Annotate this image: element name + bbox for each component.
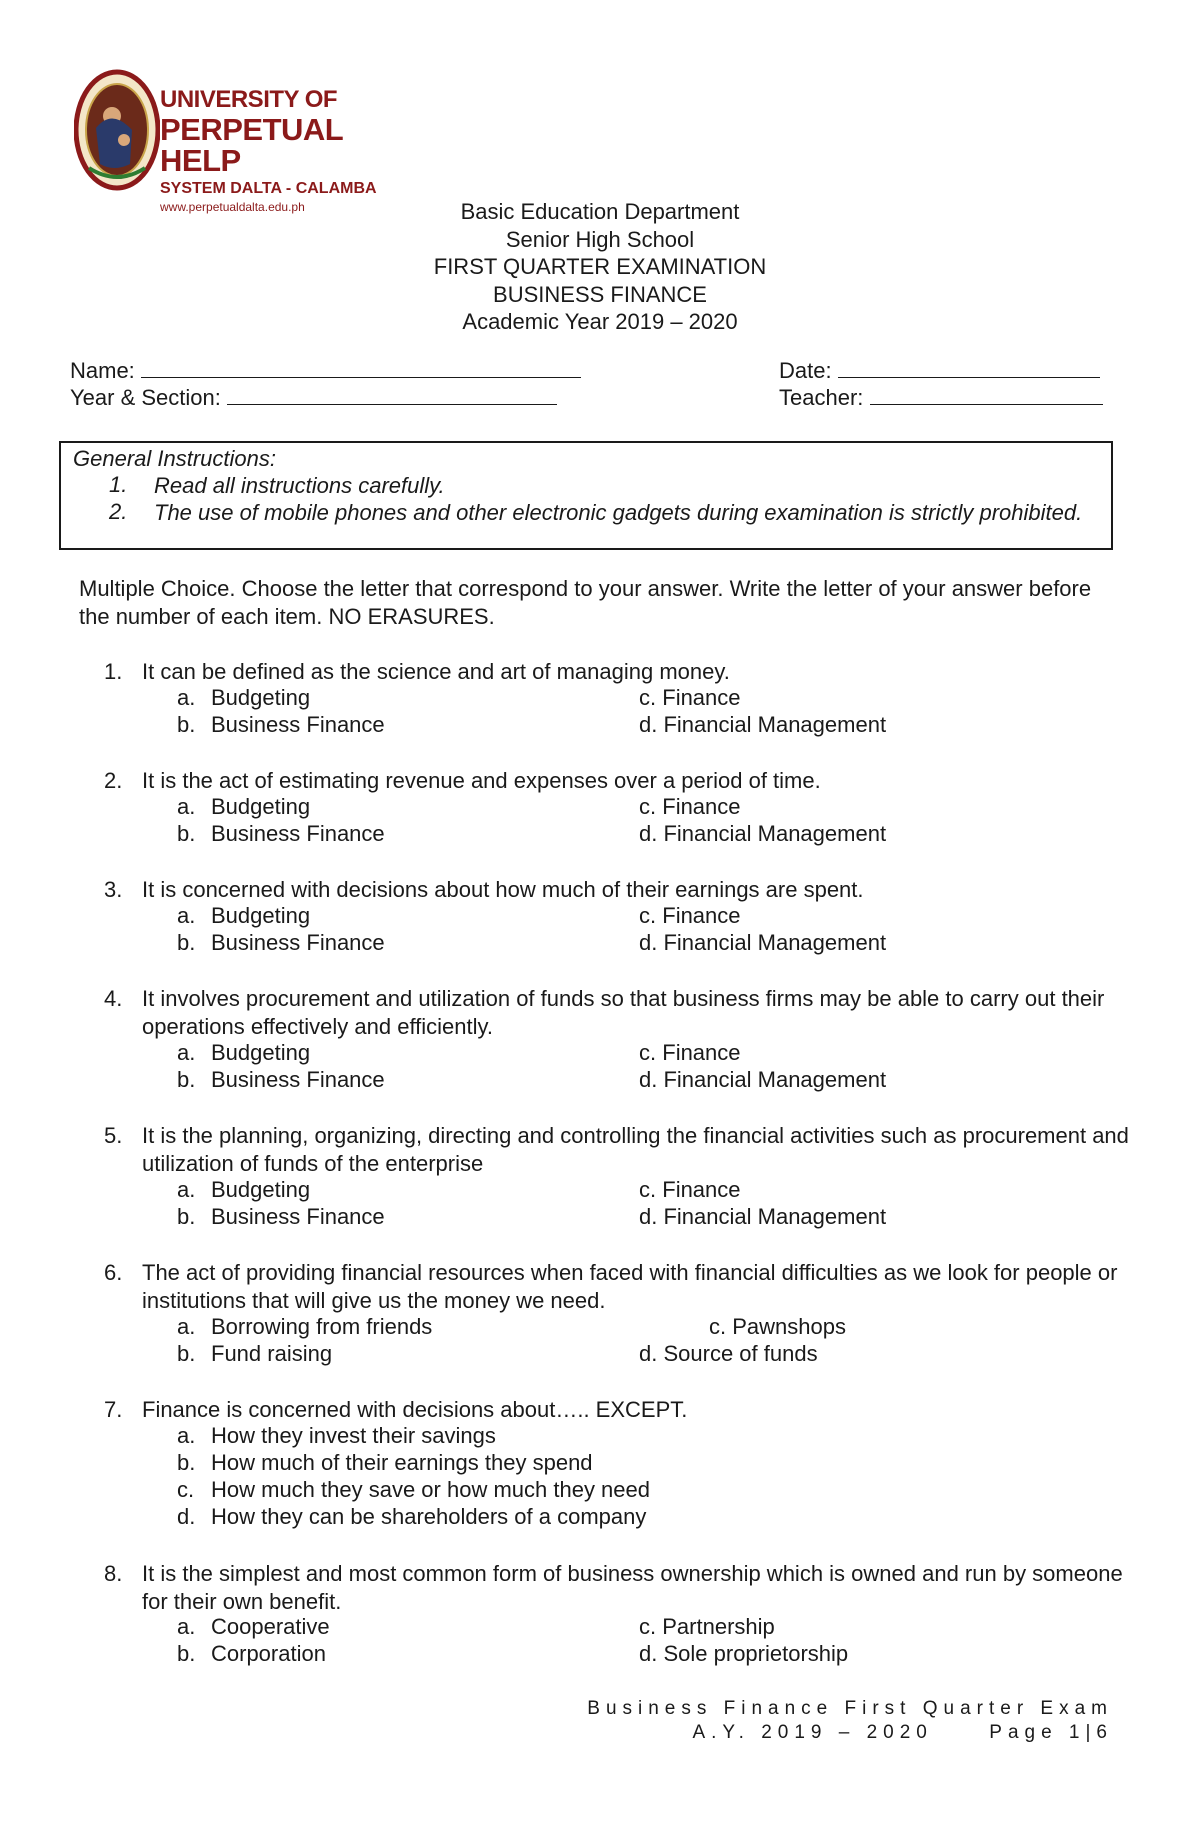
option-text: Business Finance: [211, 821, 385, 846]
instruction-number: 2.: [109, 499, 128, 524]
exam-title: FIRST QUARTER EXAMINATION: [433, 254, 767, 279]
question-number: 6.: [104, 1260, 123, 1285]
option-letter: b.: [177, 1641, 196, 1666]
university-logo: [74, 68, 384, 214]
option-a[interactable]: [177, 1423, 496, 1449]
option-c[interactable]: [709, 1314, 846, 1340]
brand-text: [160, 88, 384, 214]
option-d[interactable]: [639, 930, 886, 956]
option-letter: d.: [639, 1204, 658, 1229]
option-a[interactable]: [177, 794, 310, 820]
option-text: How much they save or how much they need: [211, 1477, 651, 1502]
option-c[interactable]: [639, 685, 741, 711]
brand-line-1: UNIVERSITY OF: [160, 86, 338, 113]
option-text: Financial Management: [663, 930, 887, 955]
date-field[interactable]: [779, 358, 1100, 384]
instruction-text: The use of mobile phones and other electronic gadgets during examination is strictly prohibited.: [154, 500, 1083, 525]
option-letter: d.: [639, 821, 658, 846]
exam-header: [0, 198, 1200, 336]
option-letter: b.: [177, 1341, 196, 1366]
option-a[interactable]: [177, 1177, 310, 1203]
name-blank[interactable]: [141, 359, 581, 378]
option-letter: c.: [639, 794, 657, 819]
option-text: Financial Management: [663, 712, 887, 737]
brand-website: www.perpetualdalta.edu.ph: [160, 200, 305, 214]
option-letter: c.: [639, 1614, 657, 1639]
option-text: Finance: [662, 1040, 741, 1065]
brand-line-2: PERPETUAL HELP: [160, 112, 343, 178]
question-number: 5.: [104, 1123, 123, 1148]
option-letter: d.: [639, 1641, 658, 1666]
option-letter: b.: [177, 1204, 196, 1229]
option-text: Business Finance: [211, 1204, 385, 1229]
teacher-field[interactable]: [779, 385, 1103, 411]
option-c[interactable]: [639, 1614, 775, 1640]
date-label: Date:: [779, 358, 832, 383]
section-blank[interactable]: [227, 386, 557, 405]
option-text: How they can be shareholders of a company: [211, 1504, 647, 1529]
section-label: Year & Section:: [70, 385, 221, 410]
option-letter: a.: [177, 1314, 196, 1339]
option-text: Cooperative: [211, 1614, 330, 1639]
question-text: It is the act of estimating revenue and expenses over a period of time.: [142, 768, 821, 793]
option-text: Budgeting: [211, 685, 311, 710]
option-text: Source of funds: [663, 1341, 818, 1366]
option-letter: b.: [177, 1450, 196, 1475]
option-b[interactable]: [177, 821, 385, 847]
option-letter: c.: [639, 1040, 657, 1065]
department-title: Basic Education Department: [460, 199, 740, 224]
name-label: Name:: [70, 358, 135, 383]
option-text: Budgeting: [211, 903, 311, 928]
option-letter: a.: [177, 685, 196, 710]
option-text: Budgeting: [211, 1040, 311, 1065]
option-a[interactable]: [177, 685, 310, 711]
question-number: 3.: [104, 877, 123, 902]
option-a[interactable]: [177, 903, 310, 929]
school-title: Senior High School: [505, 226, 695, 252]
question-text: The act of providing financial resources when faced with financial difficulties as we look for people or institutions that will give us the money we need.: [142, 1260, 1118, 1313]
question-number: 4.: [104, 986, 123, 1011]
footer-title: Business Finance First Quarter Exam: [587, 1698, 1113, 1719]
subject-title: BUSINESS FINANCE: [493, 281, 707, 307]
option-a[interactable]: [177, 1040, 310, 1066]
option-letter: d.: [639, 930, 658, 955]
date-blank[interactable]: [838, 359, 1100, 378]
option-text: Budgeting: [211, 1177, 311, 1202]
option-text: Financial Management: [663, 821, 887, 846]
option-d[interactable]: [177, 1504, 646, 1530]
option-text: Finance: [662, 794, 741, 819]
option-text: Corporation: [211, 1641, 326, 1666]
option-d[interactable]: [639, 712, 886, 738]
option-letter: b.: [177, 821, 196, 846]
option-letter: a.: [177, 1614, 196, 1639]
question-number: 8.: [104, 1561, 123, 1586]
option-text: Pawnshops: [732, 1314, 846, 1339]
option-b[interactable]: [177, 1341, 332, 1367]
question-number: 2.: [104, 768, 123, 793]
option-letter: a.: [177, 903, 196, 928]
option-letter: d.: [639, 712, 658, 737]
option-d[interactable]: [639, 821, 886, 847]
option-text: Borrowing from friends: [211, 1314, 433, 1339]
option-letter: d.: [639, 1067, 658, 1092]
option-text: Business Finance: [211, 1067, 385, 1092]
university-seal-icon: [74, 68, 160, 192]
option-text: Financial Management: [663, 1067, 887, 1092]
footer-page: A.Y. 2019 – 2020 Page 1|6: [692, 1722, 1113, 1743]
question-number: 1.: [104, 659, 123, 684]
question-text: It is the planning, organizing, directing and controlling the financial activities such as procurement and utilization of funds of the enterprise: [142, 1123, 1129, 1176]
question-text: It is the simplest and most common form of business ownership which is owned and run by someone for their own benefit.: [142, 1561, 1123, 1614]
option-d[interactable]: [639, 1341, 818, 1367]
brand-line-3: SYSTEM DALTA - CALAMBA: [160, 180, 377, 197]
question-text: Finance is concerned with decisions about….. EXCEPT.: [142, 1397, 688, 1422]
option-letter: b.: [177, 930, 196, 955]
option-b[interactable]: [177, 930, 385, 956]
option-letter: a.: [177, 1040, 196, 1065]
option-letter: b.: [177, 1067, 196, 1092]
option-text: Budgeting: [211, 794, 311, 819]
academic-year: Academic Year 2019 – 2020: [462, 309, 738, 334]
option-text: Sole proprietorship: [663, 1641, 849, 1666]
option-letter: c.: [639, 1177, 657, 1202]
option-text: Business Finance: [211, 712, 385, 737]
option-text: Finance: [662, 903, 741, 928]
option-b[interactable]: [177, 1204, 385, 1230]
option-c[interactable]: [639, 794, 741, 820]
option-b[interactable]: [177, 1067, 385, 1093]
option-d[interactable]: [639, 1067, 886, 1093]
option-letter: a.: [177, 1423, 196, 1448]
option-letter: d.: [177, 1504, 196, 1529]
option-a[interactable]: [177, 1614, 330, 1640]
instruction-text: Read all instructions carefully.: [154, 473, 445, 498]
option-a[interactable]: [177, 1314, 432, 1340]
question-number: 7.: [104, 1397, 123, 1422]
multiple-choice-direction: Multiple Choice. Choose the letter that correspond to your answer. Write the letter of your answer before the number of each item. NO ERASURES.: [79, 576, 1092, 629]
option-text: Finance: [662, 685, 741, 710]
name-field[interactable]: [70, 358, 581, 384]
option-text: How much of their earnings they spend: [211, 1450, 593, 1475]
option-letter: c.: [177, 1477, 195, 1502]
instruction-number: 1.: [109, 472, 128, 497]
teacher-label: Teacher:: [779, 385, 864, 410]
option-letter: c.: [639, 903, 657, 928]
instructions-title: General Instructions:: [73, 446, 276, 471]
option-d[interactable]: [639, 1641, 848, 1667]
option-b[interactable]: [177, 1450, 593, 1476]
option-c[interactable]: [177, 1477, 650, 1503]
question-text: It is concerned with decisions about how much of their earnings are spent.: [142, 877, 864, 902]
option-text: Business Finance: [211, 930, 385, 955]
question-text: It can be defined as the science and art of managing money.: [142, 659, 730, 684]
option-letter: b.: [177, 712, 196, 737]
option-text: Financial Management: [663, 1204, 887, 1229]
option-c[interactable]: [639, 903, 741, 929]
option-c[interactable]: [639, 1040, 741, 1066]
option-d[interactable]: [639, 1204, 886, 1230]
teacher-blank[interactable]: [870, 386, 1103, 405]
option-letter: c.: [709, 1314, 727, 1339]
option-letter: c.: [639, 685, 657, 710]
option-b[interactable]: [177, 1641, 326, 1667]
option-letter: a.: [177, 794, 196, 819]
option-letter: a.: [177, 1177, 196, 1202]
question-text: It involves procurement and utilization of funds so that business firms may be able to carry out their operations effectively and efficiently.: [142, 986, 1105, 1039]
section-field[interactable]: [70, 385, 557, 411]
option-text: Partnership: [662, 1614, 775, 1639]
option-letter: d.: [639, 1341, 658, 1366]
option-c[interactable]: [639, 1177, 741, 1203]
option-text: How they invest their savings: [211, 1423, 496, 1448]
option-text: Finance: [662, 1177, 741, 1202]
option-text: Fund raising: [211, 1341, 333, 1366]
general-instructions-box: [59, 441, 1113, 550]
option-b[interactable]: [177, 712, 385, 738]
